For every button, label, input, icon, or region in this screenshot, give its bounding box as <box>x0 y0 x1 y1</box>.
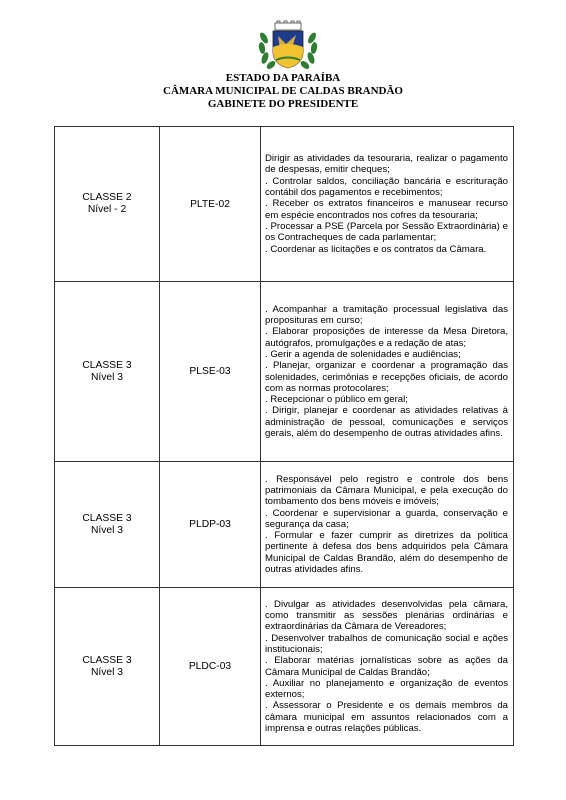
level-label: Nível 3 <box>90 666 124 678</box>
duty-item: . Elaborar matérias jornalísticas sobre as ações da Câmara Municipal de Caldas Brandão; <box>265 655 508 678</box>
code-cell: PLTE-02 <box>160 127 261 282</box>
code-cell: PLDC-03 <box>160 588 261 746</box>
class-cell <box>55 588 160 746</box>
duty-item: . Receber os extratos financeiros e manusear recurso em espécie encontrados nos cofres da tesouraria; <box>265 198 508 221</box>
duty-item: . Controlar saldos, conciliação bancária e escrituração contábil dos pagamentos e recebimentos; <box>265 175 508 199</box>
duties-cell <box>261 282 514 462</box>
duties-cell <box>261 127 514 282</box>
class-label: CLASSE 3 <box>82 512 132 524</box>
duty-item: Dirigir as atividades da tesouraria, realizar o pagamento de despesas, emitir cheques; <box>265 153 508 176</box>
duties-cell <box>261 588 514 746</box>
code-cell: PLDP-03 <box>160 462 261 588</box>
duty-item: . Gerir a agenda de solenidades e audiências; <box>265 348 461 360</box>
class-cell <box>55 282 160 462</box>
code-cell: PLSE-03 <box>160 282 261 462</box>
positions-table <box>54 126 514 746</box>
duties-cell <box>261 462 514 588</box>
header-chamber: CÂMARA MUNICIPAL DE CALDAS BRANDÃO <box>163 85 403 97</box>
table-row <box>55 588 514 746</box>
coat-of-arms-icon <box>256 20 320 72</box>
class-label: CLASSE 3 <box>82 654 132 666</box>
class-cell <box>55 462 160 588</box>
duty-item: . Processar a PSE (Parcela por Sessão Extraordinária) e os Contracheques de cada parlamentar; <box>265 220 508 244</box>
duty-item: . Planejar, organizar e coordenar a programação das solenidades, cerimônias e recepções oficiais, de acordo com as normas protocolares; <box>265 360 508 394</box>
duty-item: . Recepcionar o público em geral; <box>265 394 408 406</box>
header-state: ESTADO DA PARAÍBA <box>225 72 341 84</box>
duty-item: . Auxiliar no planejamento e organização de eventos externos; <box>265 677 508 701</box>
duty-item: . Desenvolver trabalhos de comunicação social e ações institucionais; <box>265 632 508 655</box>
duty-item: . Assessorar o Presidente e os demais membros da câmara municipal em assuntos relacionados com a imprensa e outras relações públicas. <box>265 700 508 734</box>
document-header <box>0 72 566 111</box>
table-row <box>55 462 514 588</box>
duty-item: . Formular e fazer cumprir as diretrizes da política pertinente à defesa dos bens adquiridos pela Câmara Municipal de Caldas Brandão, além do desempenho de outras atividades afins. <box>265 530 508 576</box>
duty-item: . Dirigir, planejar e coordenar as atividades relativas à administração de pessoal, comunicações e serviços gerais, além do desempenho de outras atividades afins. <box>265 405 508 439</box>
duty-item: . Coordenar as licitações e os contratos da Câmara. <box>265 243 487 255</box>
table-row <box>55 127 514 282</box>
level-label: Nível 3 <box>90 524 124 536</box>
table-row <box>55 282 514 462</box>
duty-item: . Acompanhar a tramitação processual legislativa das proposituras em curso; <box>265 303 508 327</box>
level-label: Nível 3 <box>90 371 124 383</box>
class-cell <box>55 127 160 282</box>
duty-item: . Coordenar e supervisionar a guarda, conservação e segurança da casa; <box>265 507 508 530</box>
duty-item: . Elaborar proposições de interesse da Mesa Diretora, autógrafos, promulgações e a redação de atas; <box>265 326 508 349</box>
duty-item: . Responsável pelo registro e controle dos bens patrimoniais da Câmara Municipal, e pela execução do tombamento dos bens móveis e imóveis; <box>265 473 508 508</box>
class-label: CLASSE 2 <box>82 192 132 203</box>
header-office: GABINETE DO PRESIDENTE <box>207 98 359 110</box>
level-label: Nível - 2 <box>87 204 127 215</box>
duty-item: . Divulgar as atividades desenvolvidas pela câmara, como transmitir as sessões plenárias ordinárias e extraordinárias da Câmara de Vereadores; <box>265 598 508 633</box>
class-label: CLASSE 3 <box>82 359 132 371</box>
